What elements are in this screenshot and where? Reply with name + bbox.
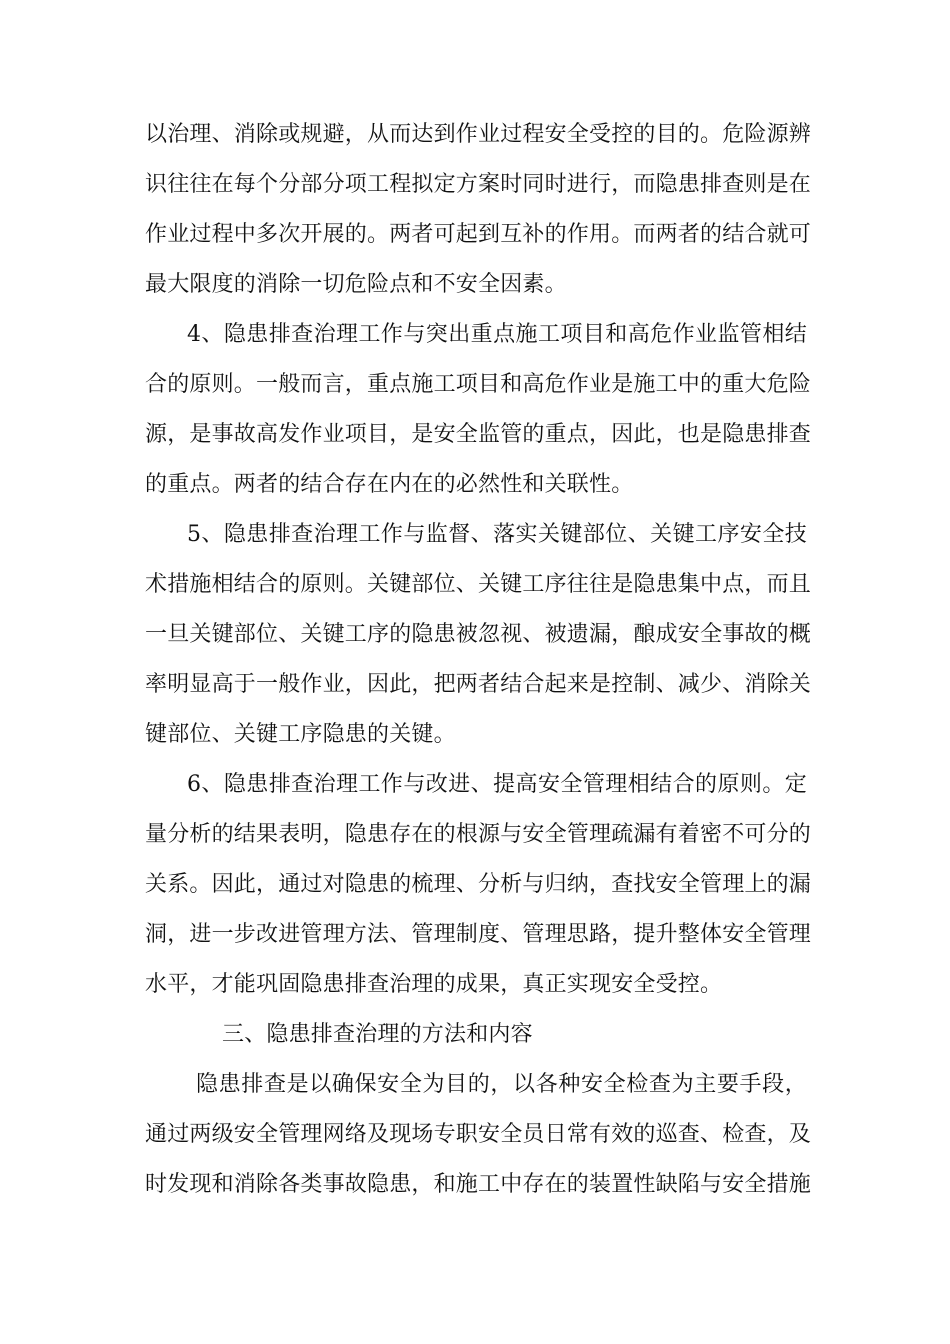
text-line: 一旦关键部位、关键工序的隐患被忽视、被遗漏，酿成安全事故的概	[145, 622, 812, 647]
text-line: 量分析的结果表明，隐患存在的根源与安全管理疏漏有着密不可分的	[145, 822, 812, 847]
text-line: 合的原则。一般而言，重点施工项目和高危作业是施工中的重大危险	[145, 372, 812, 397]
paragraph-first-line: 隐患排查是以确保安全为目的，以各种安全检查为主要手段，	[196, 1072, 807, 1097]
text-line: 作业过程中多次开展的。两者可起到互补的作用。而两者的结合就可	[145, 222, 812, 247]
text-line: 时发现和消除各类事故隐患，和施工中存在的装置性缺陷与安全措施	[145, 1172, 812, 1197]
paragraph-first-line: 6、隐患排查治理工作与改进、提高安全管理相结合的原则。定	[187, 772, 807, 797]
text-line: 源，是事故高发作业项目，是安全监管的重点，因此，也是隐患排查	[145, 422, 812, 447]
section-heading: 三、隐患排查治理的方法和内容	[222, 1022, 533, 1047]
text-line: 术措施相结合的原则。关键部位、关键工序往往是隐患集中点，而且	[145, 572, 812, 597]
text-line: 以治理、消除或规避，从而达到作业过程安全受控的目的。危险源辨	[145, 122, 812, 147]
text-line: 通过两级安全管理网络及现场专职安全员日常有效的巡查、检查，及	[145, 1122, 812, 1147]
text-line: 键部位、关键工序隐患的关键。	[145, 722, 456, 747]
paragraph-first-line: 4、隐患排查治理工作与突出重点施工项目和高危作业监管相结	[187, 322, 807, 347]
text-line: 率明显高于一般作业，因此，把两者结合起来是控制、减少、消除关	[145, 672, 812, 697]
text-line: 关系。因此，通过对隐患的梳理、分析与归纳，查找安全管理上的漏	[145, 872, 812, 897]
paragraph-first-line: 5、隐患排查治理工作与监督、落实关键部位、关键工序安全技	[187, 522, 807, 547]
text-line: 最大限度的消除一切危险点和不安全因素。	[145, 272, 567, 297]
text-line: 水平，才能巩固隐患排查治理的成果，真正实现安全受控。	[145, 972, 723, 997]
text-line: 的重点。两者的结合存在内在的必然性和关联性。	[145, 472, 634, 497]
text-line: 识往往在每个分部分项工程拟定方案时同时进行，而隐患排查则是在	[145, 172, 812, 197]
text-line: 洞，进一步改进管理方法、管理制度、管理思路，提升整体安全管理	[145, 922, 812, 947]
